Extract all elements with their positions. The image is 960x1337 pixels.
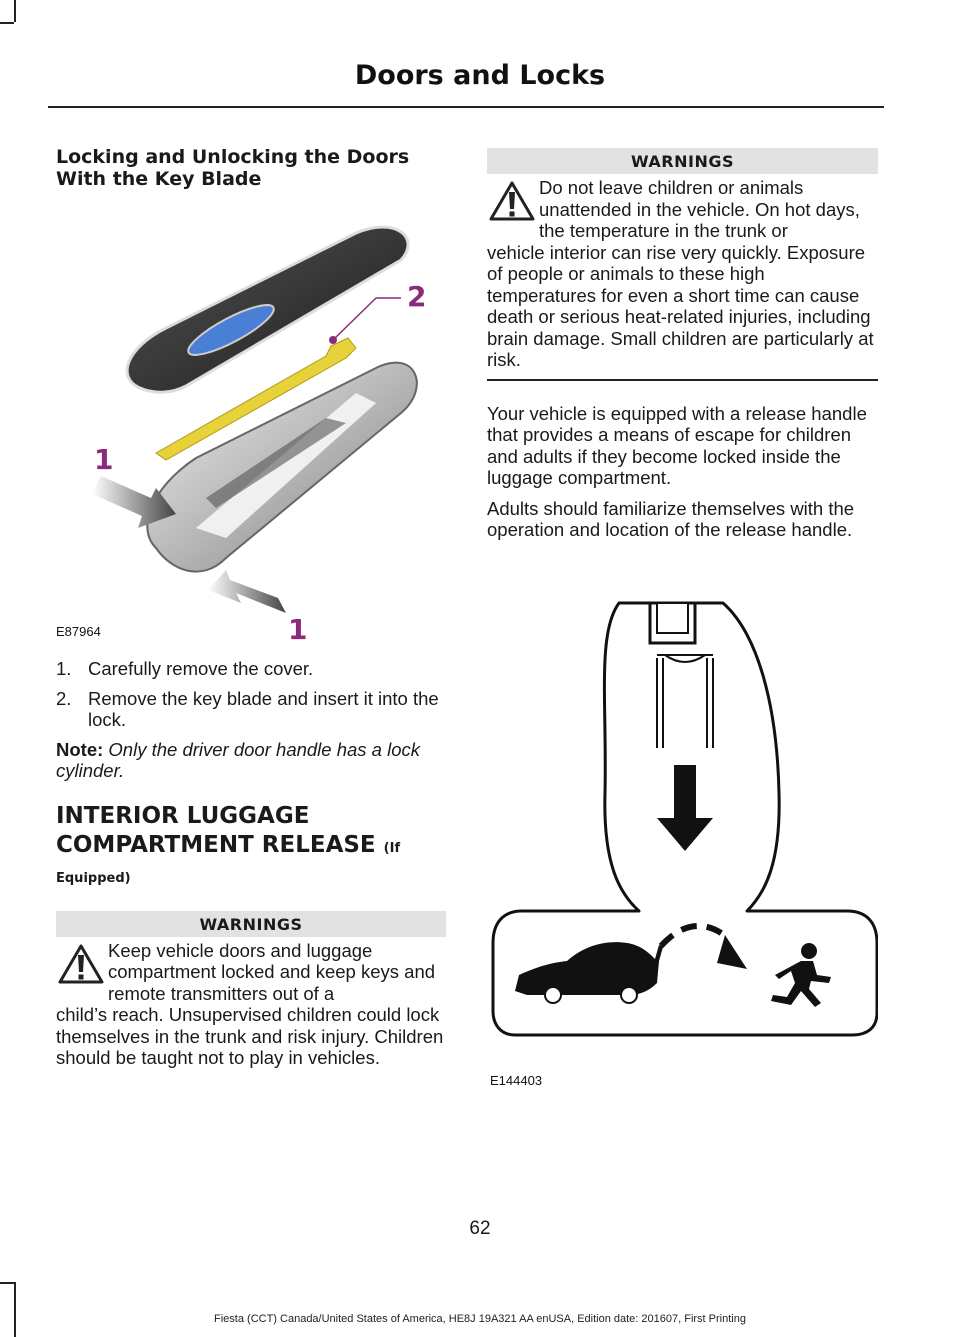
warnings-block-left bbox=[56, 911, 446, 1069]
note-label: Note: bbox=[56, 738, 104, 760]
page-number: 62 bbox=[469, 1218, 491, 1239]
warning-text-indented: Keep vehicle doors and luggage compartment locked and keep keys and remote transmitters out of a bbox=[108, 939, 436, 1004]
release-paragraphs bbox=[487, 403, 878, 541]
note-text: Only the driver door handle has a lock cylinder. bbox=[56, 738, 421, 781]
paragraph: Your vehicle is equipped with a release handle that provides a means of escape for children and adults if they become locked inside the luggage compartment. bbox=[487, 402, 867, 488]
warning-content bbox=[487, 174, 878, 371]
warning-text-continued: vehicle interior can rise very quickly. Exposure of people or animals to these high temperatures for even a short time can cause death or serious heat-related injuries, including brain damage. Small children are particularly at risk. bbox=[487, 241, 874, 370]
step-text: Carefully remove the cover. bbox=[88, 658, 314, 679]
heading-line-3: Equipped) bbox=[56, 870, 131, 886]
steps-list bbox=[56, 658, 446, 731]
list-item bbox=[56, 688, 446, 731]
warnings-bar: WARNINGS bbox=[487, 148, 878, 174]
list-item bbox=[56, 658, 446, 680]
heading-line-2: COMPARTMENT RELEASE (If bbox=[56, 831, 401, 858]
heading-line-1: INTERIOR LUGGAGE bbox=[56, 802, 310, 829]
crop-mark bbox=[14, 1282, 16, 1337]
callout-1-left: 1 bbox=[94, 443, 114, 476]
figure-code: E144403 bbox=[490, 1072, 543, 1088]
warning-text-indented: Do not leave children or animals unattended in the vehicle. On hot days, the temperature in the trunk or bbox=[539, 177, 860, 241]
warning-content bbox=[56, 937, 446, 1069]
step-text: Remove the key blade and insert it into the lock. bbox=[88, 687, 439, 730]
warnings-block-right bbox=[487, 148, 878, 381]
figure-code: E87964 bbox=[56, 624, 101, 639]
key-fob-illustration bbox=[56, 198, 446, 638]
step-number: 1. bbox=[56, 658, 72, 679]
crop-mark bbox=[0, 1282, 14, 1284]
left-column bbox=[56, 146, 446, 1069]
crop-mark bbox=[0, 22, 14, 24]
release-handle-figure bbox=[487, 593, 878, 1093]
page-header-title: Doors and Locks bbox=[354, 60, 606, 91]
warning-divider bbox=[487, 379, 878, 381]
warning-triangle-icon bbox=[58, 943, 104, 985]
step-number: 2. bbox=[56, 687, 72, 709]
section-title: Locking and Unlocking the Doors With the Key Blade bbox=[56, 146, 410, 190]
interior-release-heading bbox=[56, 802, 446, 886]
release-handle-illustration bbox=[487, 593, 878, 1093]
footer-text: Fiesta (CCT) Canada/United States of America, HE8J 19A321 AA enUSA, Edition date: 201607, First Printing bbox=[214, 1313, 746, 1325]
crop-mark bbox=[14, 0, 16, 22]
press-arrow-bottom bbox=[208, 570, 286, 613]
note bbox=[56, 739, 446, 782]
key-blade-figure bbox=[56, 198, 446, 646]
warning-triangle-icon bbox=[489, 180, 535, 222]
callout-1-bottom: 1 bbox=[288, 613, 308, 646]
warning-text-continued: child’s reach. Unsupervised children could lock themselves in the trunk and risk injury. Children should be taught not to play in vehicles. bbox=[56, 1004, 444, 1068]
warnings-bar: WARNINGS bbox=[56, 911, 446, 937]
paragraph: Adults should familiarize themselves with the operation and location of the release handle. bbox=[487, 497, 855, 540]
right-column bbox=[487, 148, 878, 1093]
header-rule bbox=[48, 106, 884, 108]
heading-suffix: (If bbox=[383, 840, 401, 856]
callout-2: 2 bbox=[407, 280, 427, 313]
